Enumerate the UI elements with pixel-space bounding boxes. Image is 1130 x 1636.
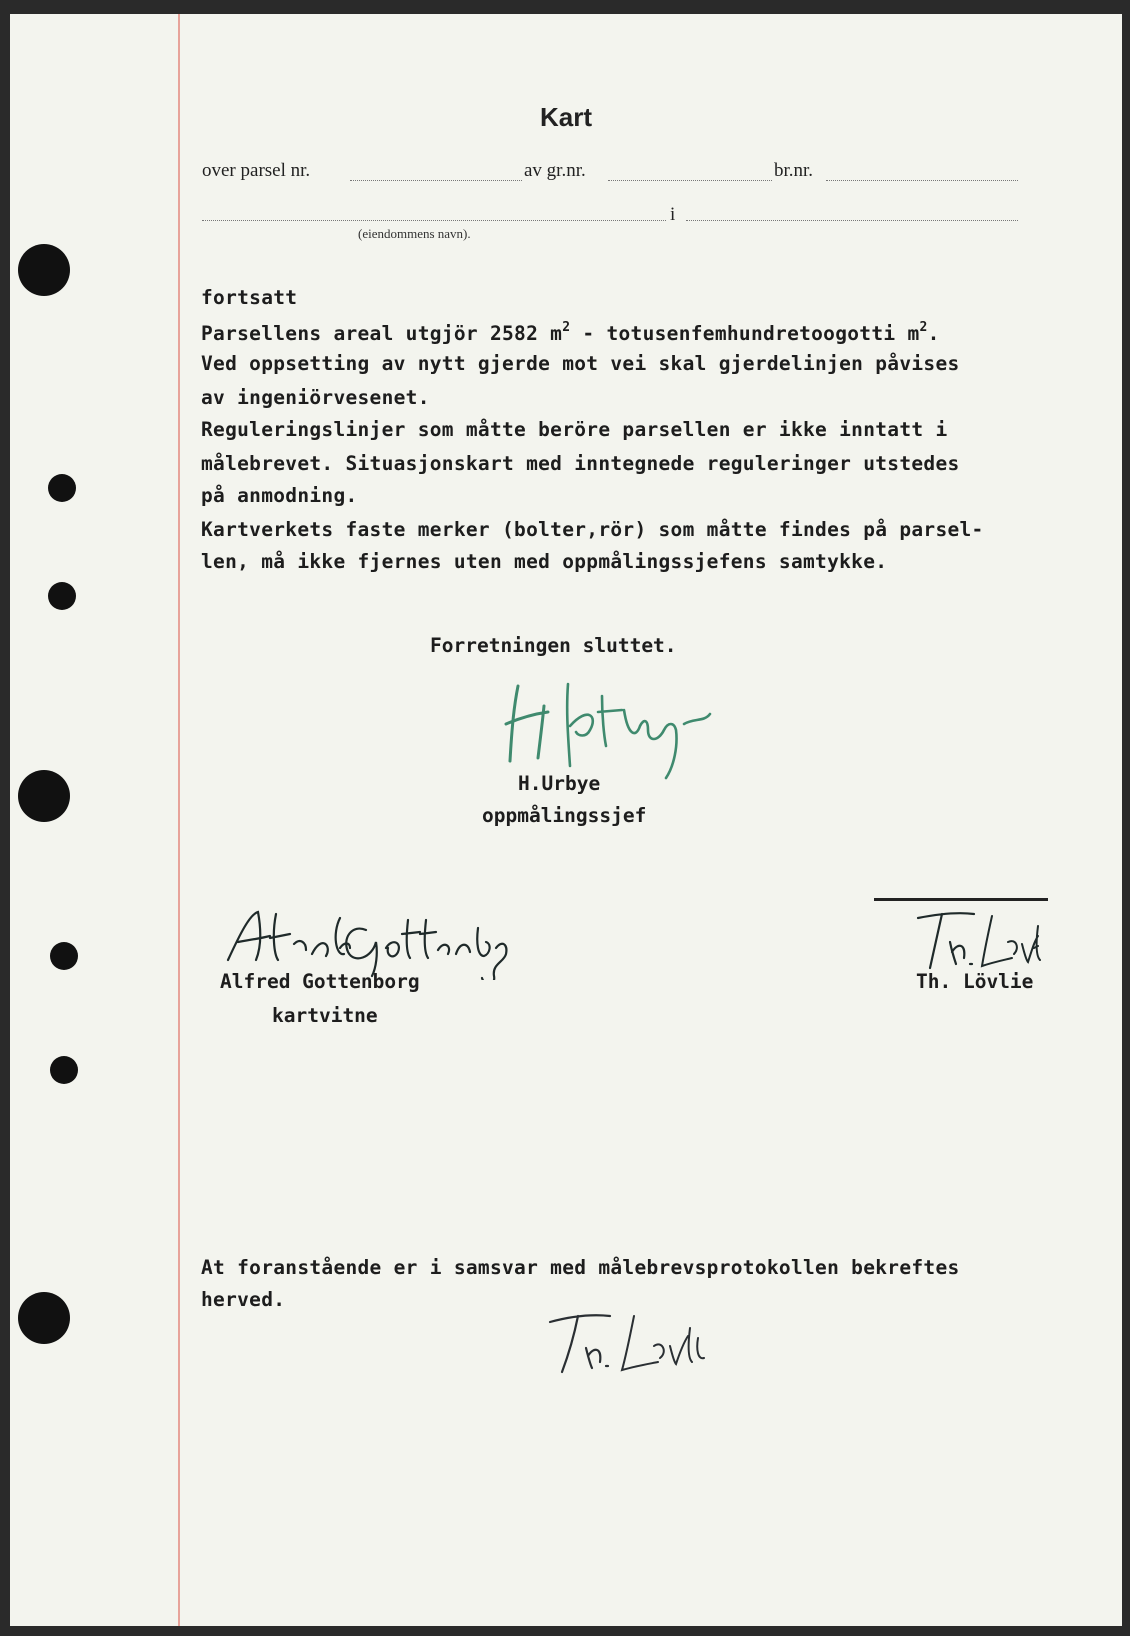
parcel-label: over parsel nr. bbox=[202, 160, 311, 181]
signature-rule bbox=[874, 898, 1048, 901]
punch-hole bbox=[48, 474, 76, 502]
property-name-field bbox=[202, 220, 666, 221]
in-label: i bbox=[670, 204, 676, 225]
certification-signature bbox=[538, 1298, 718, 1378]
brnr-field bbox=[826, 180, 1018, 181]
form-title: Kart bbox=[539, 102, 592, 132]
body-line: målebrevet. Situasjonskart med inntegnede reguleringer utstedes bbox=[201, 452, 960, 475]
certification-line: herved. bbox=[201, 1288, 286, 1311]
body-line: Ved oppsetting av nytt gjerde mot vei skal gjerdelinjen påvises bbox=[201, 352, 960, 375]
punch-hole bbox=[18, 244, 70, 296]
punch-hole bbox=[48, 582, 76, 610]
body-line: på anmodning. bbox=[201, 484, 358, 507]
brnr-label: br.nr. bbox=[774, 160, 814, 181]
body-line: Kartverkets faste merker (bolter,rör) som måtte findes på parsel- bbox=[201, 518, 984, 541]
parcel-number-field bbox=[350, 180, 522, 181]
certification-line: At foranstående er i samsvar med målebrevsprotokollen bekreftes bbox=[201, 1256, 960, 1279]
closing-statement: Forretningen sluttet. bbox=[430, 634, 677, 657]
body-line: av ingeniörvesenet. bbox=[201, 386, 430, 409]
superscript: 2 bbox=[919, 320, 928, 335]
body-line: Reguleringslinjer som måtte beröre parsellen er ikke inntatt i bbox=[201, 418, 948, 441]
surveyor-title: oppmålingssjef bbox=[482, 804, 647, 827]
surveyor-name: H.Urbye bbox=[518, 772, 601, 795]
punch-hole bbox=[18, 770, 70, 822]
witness-left-name: Alfred Gottenborg bbox=[220, 970, 420, 993]
document-page bbox=[10, 14, 1122, 1626]
punch-hole bbox=[50, 1056, 78, 1084]
witness-signature-left bbox=[216, 894, 516, 980]
superscript: 2 bbox=[562, 320, 571, 335]
municipality-field bbox=[686, 220, 1018, 221]
body-line: len, må ikke fjernes uten med oppmålingssjefens samtykke. bbox=[201, 550, 888, 573]
area-words: - totusenfemhundretoogotti m bbox=[570, 322, 920, 345]
grnr-label: av gr.nr. bbox=[524, 160, 586, 181]
witness-left-role: kartvitne bbox=[272, 1004, 378, 1027]
punch-hole bbox=[18, 1292, 70, 1344]
area-line bbox=[201, 320, 940, 345]
surveyor-signature bbox=[498, 666, 728, 786]
witness-signature-right bbox=[908, 902, 1048, 974]
grnr-field bbox=[608, 180, 772, 181]
body-line: Parsellens areal utgjör 2582 m bbox=[201, 322, 563, 345]
witness-right-name: Th. Lövlie bbox=[916, 970, 1034, 993]
property-name-caption: (eiendommens navn). bbox=[358, 226, 471, 241]
margin-rule bbox=[178, 14, 180, 1626]
body-line: fortsatt bbox=[201, 286, 298, 309]
area-end: . bbox=[927, 322, 940, 345]
punch-hole bbox=[50, 942, 78, 970]
